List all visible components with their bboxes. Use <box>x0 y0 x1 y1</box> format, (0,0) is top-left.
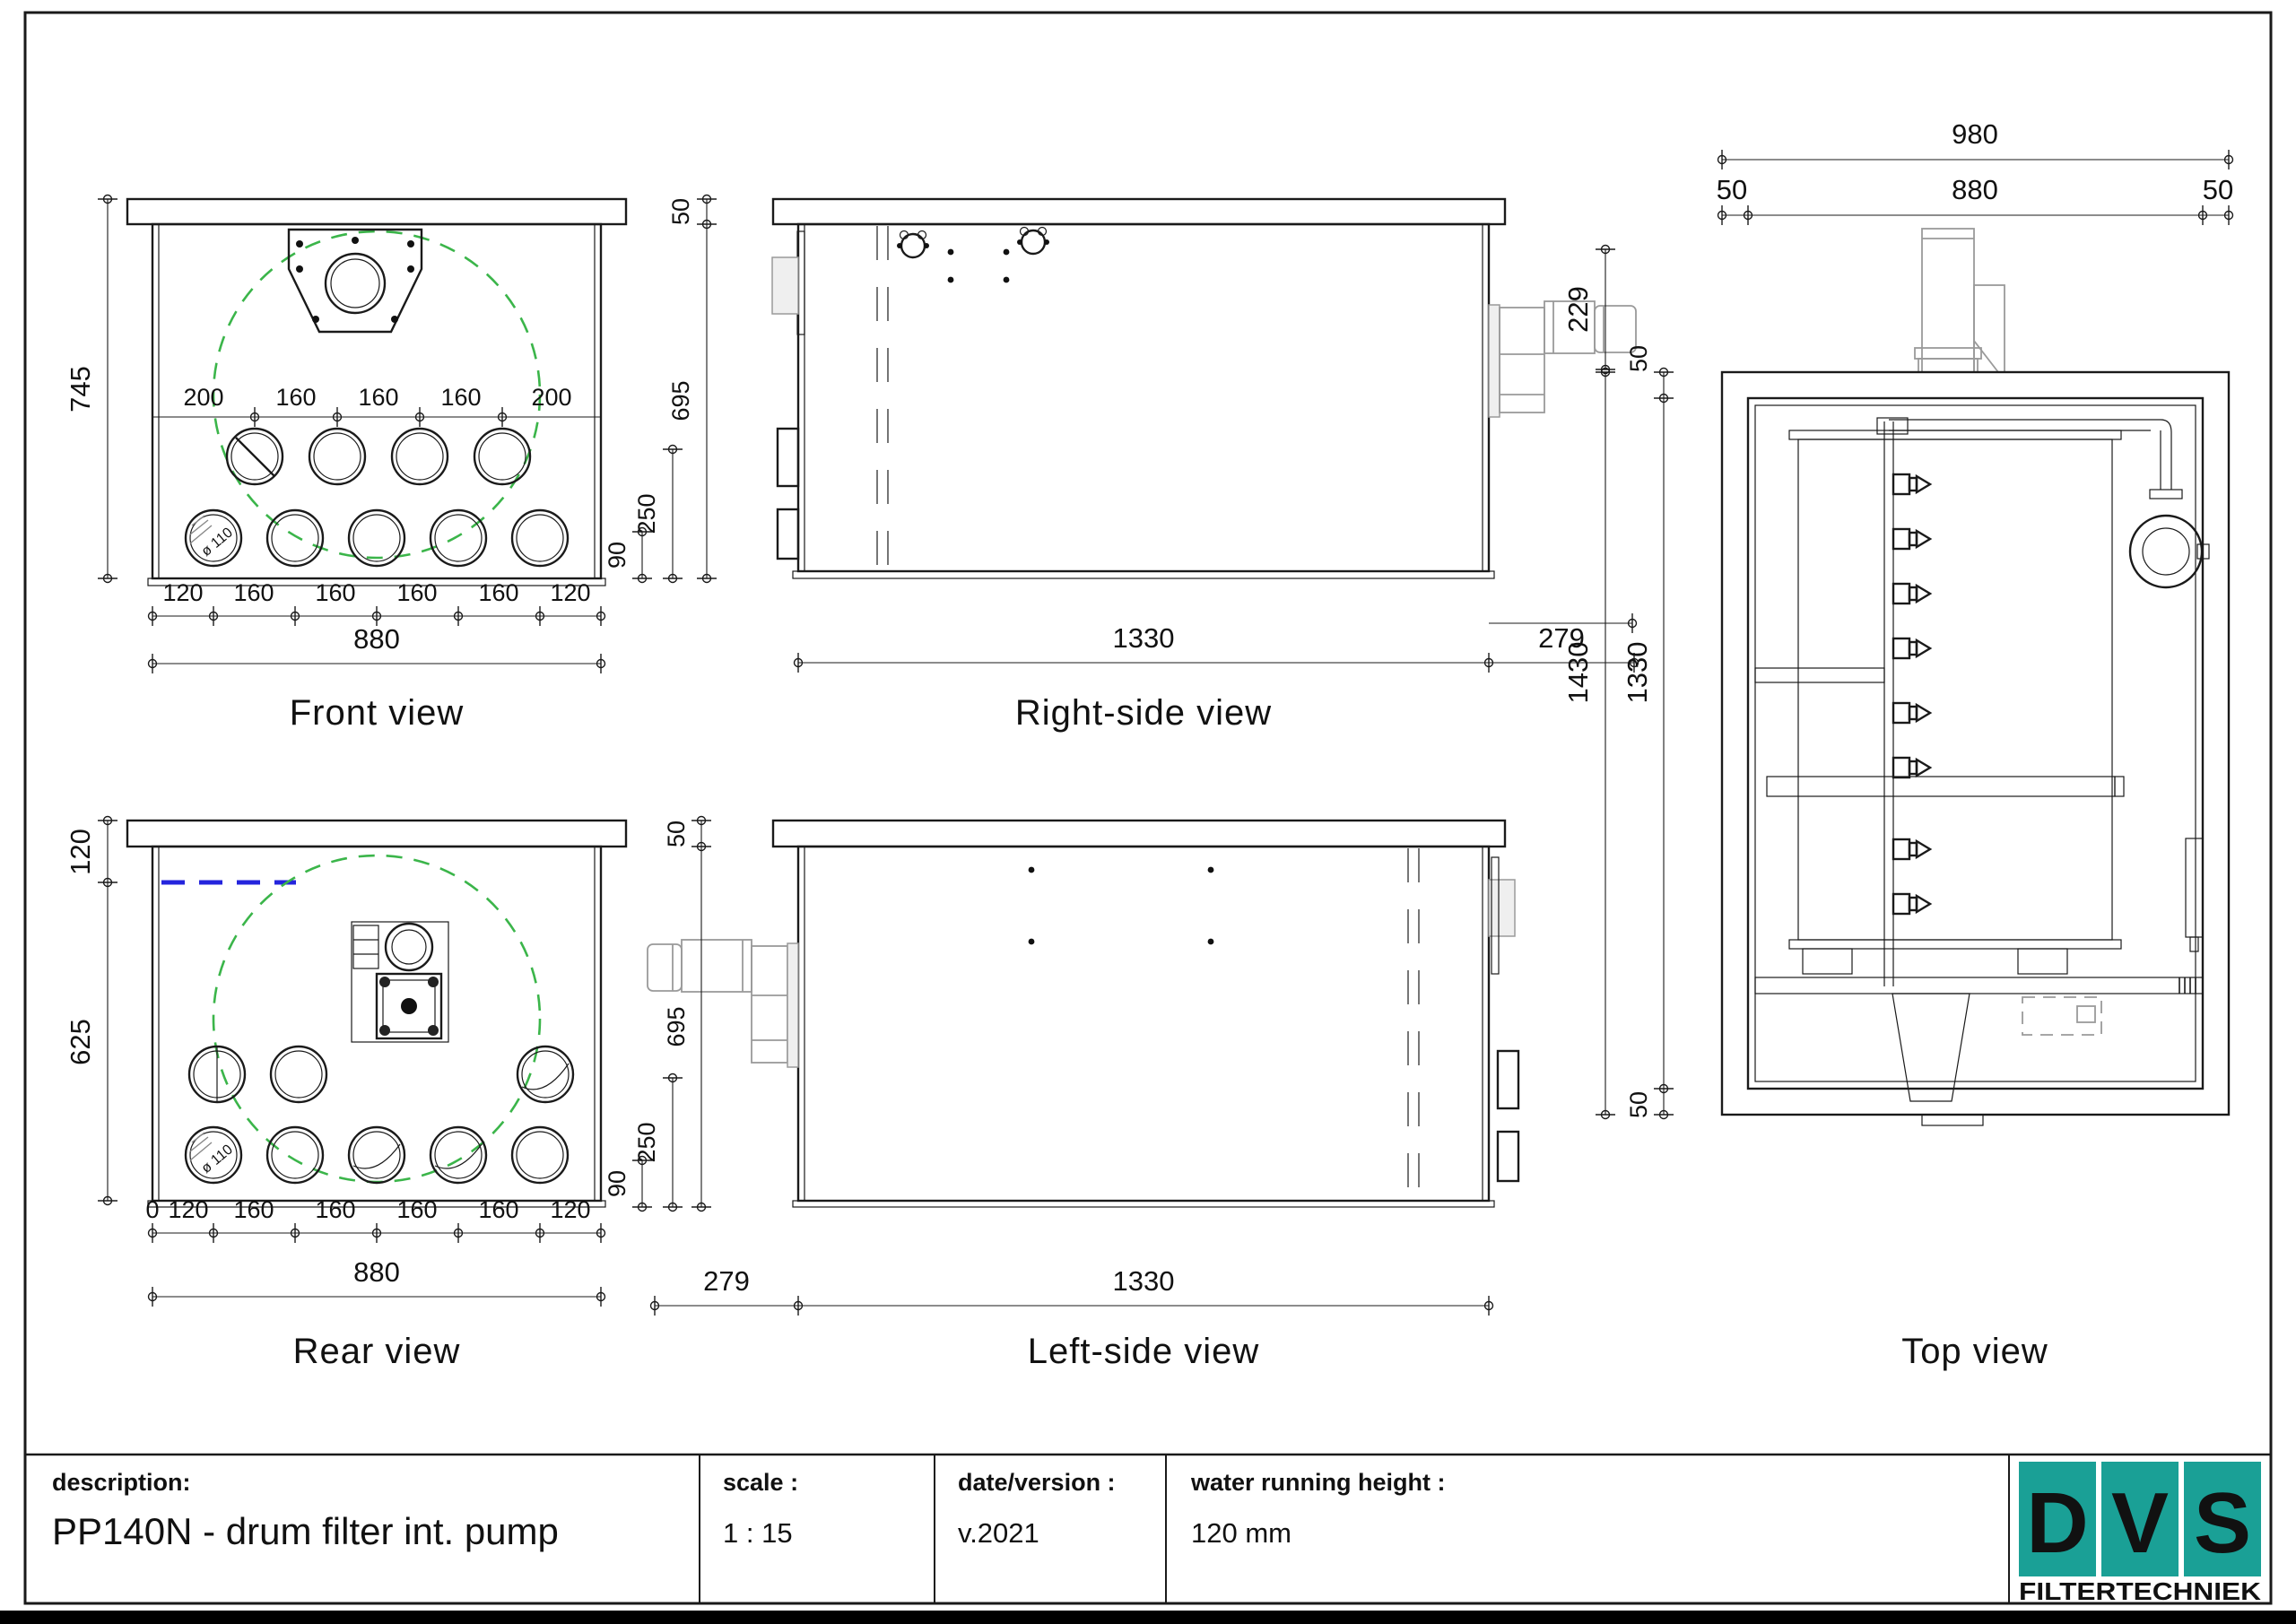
nozzle <box>1893 758 1930 777</box>
dim-label: 279 <box>1538 622 1585 654</box>
dim-label: 160 <box>478 579 519 606</box>
dim-label: 160 <box>478 1196 519 1223</box>
date-version-value: v.2021 <box>958 1517 1039 1549</box>
front-view <box>65 195 626 734</box>
dim-label: 120 <box>65 829 96 875</box>
dim-label: 160 <box>315 579 356 606</box>
nozzle <box>1893 529 1930 549</box>
dim-label: 745 <box>65 366 96 413</box>
dim-label: 695 <box>663 1006 690 1047</box>
dim-label: 279 <box>703 1265 750 1297</box>
dim-pump-height <box>1562 246 1615 374</box>
dim-label: 160 <box>233 579 274 606</box>
dim-label: 120 <box>550 579 591 606</box>
dim-label: 1330 <box>1112 622 1175 654</box>
dim-label: 120 <box>550 1196 591 1223</box>
dim-label: 625 <box>65 1019 96 1065</box>
left-dim-heights <box>604 817 711 1211</box>
front-view-title: Front view <box>289 693 465 733</box>
description-value: PP140N - drum filter int. pump <box>52 1510 559 1552</box>
socket <box>1489 880 1515 936</box>
right-side-view <box>604 195 1639 734</box>
dim-label: 980 <box>1952 118 1998 150</box>
front-dim-height <box>65 195 117 583</box>
top-dim-total-width <box>1718 118 2233 169</box>
dim-label: 50 <box>2202 174 2234 205</box>
dim-label: 90 <box>604 1169 631 1198</box>
dim-label: 50 <box>1625 344 1652 373</box>
scale-label: scale : <box>723 1469 799 1496</box>
dim-label: 880 <box>353 1256 400 1288</box>
dim-label: 90 <box>604 541 631 569</box>
front-dim-bottom-chain <box>149 579 605 626</box>
dim-label: 120 <box>162 579 204 606</box>
description-label: description: <box>52 1469 191 1496</box>
dim-label: 880 <box>1952 174 1998 205</box>
dim-label: 1330 <box>1112 1265 1175 1297</box>
dim-label: 160 <box>396 1196 438 1223</box>
dim-label: 880 <box>353 623 400 655</box>
dvs-logo <box>2019 1462 2261 1605</box>
rear-holes-bottom <box>186 1127 568 1183</box>
rear-holes-top <box>189 1046 573 1102</box>
dim-label: 0 <box>145 1196 160 1223</box>
dim-label: 160 <box>315 1196 356 1223</box>
dim-label: 229 <box>1562 286 1594 333</box>
left-view-title: Left-side view <box>1027 1332 1260 1371</box>
dim-label: 50 <box>1716 174 1748 205</box>
water-height-value: 120 mm <box>1191 1517 1292 1549</box>
nozzle <box>1893 703 1930 723</box>
socket <box>1498 1132 1518 1181</box>
manifold-pipe <box>1889 420 2209 587</box>
left-dim-length <box>651 1265 1493 1316</box>
drive-motor <box>352 922 448 1042</box>
water-height-label: water running height : <box>1191 1469 1446 1496</box>
pump-left-side <box>648 940 798 1067</box>
front-holes-top <box>227 429 530 484</box>
dim-label: 1430 <box>1562 641 1594 704</box>
rear-view <box>65 817 626 1372</box>
top-dim-lengths <box>1489 345 1674 1119</box>
dim-label: 160 <box>358 384 399 411</box>
nozzle <box>1893 584 1930 604</box>
dim-label: 250 <box>633 493 660 534</box>
nozzle <box>1893 638 1930 658</box>
spray-bar <box>1877 418 1930 986</box>
rear-dim-width <box>149 1256 605 1307</box>
nozzle <box>1893 894 1930 914</box>
dim-label: 200 <box>531 384 572 411</box>
dim-label: 695 <box>667 380 694 421</box>
right-view-title: Right-side view <box>1014 693 1273 733</box>
front-dim-top-chain <box>152 384 601 427</box>
dim-label: 160 <box>275 384 317 411</box>
logo-letter-s: S <box>2193 1475 2252 1571</box>
nozzle <box>1893 474 1930 494</box>
dim-label: 50 <box>1625 1090 1652 1119</box>
top-motor <box>1915 229 2005 372</box>
front-hole-diameter-label: ø 110 <box>198 525 236 560</box>
dim-label: 160 <box>440 384 482 411</box>
lid-clamps <box>897 228 1049 258</box>
rear-dim-bottom-chain <box>145 1196 604 1243</box>
top-view-title: Top view <box>1901 1332 2048 1371</box>
top-dim-width-chain <box>1717 174 2233 225</box>
left-side-view <box>604 817 1518 1372</box>
bottom-bar <box>0 1611 2296 1624</box>
top-drum <box>1767 430 2124 949</box>
top-supports <box>1755 668 2203 1101</box>
logo-letter-d: D <box>2026 1475 2089 1571</box>
logo-subtitle: FILTERTECHNIEK <box>2019 1577 2261 1605</box>
outlet-plate-front <box>289 230 422 332</box>
right-dim-length <box>795 622 1639 673</box>
date-version-label: date/version : <box>958 1469 1116 1496</box>
dim-label: 50 <box>663 820 690 848</box>
socket <box>778 429 798 486</box>
right-dim-heights <box>604 195 717 583</box>
dim-label: 160 <box>233 1196 274 1223</box>
socket <box>778 509 798 559</box>
socket <box>772 257 798 314</box>
dim-label: 160 <box>396 579 438 606</box>
socket <box>1498 1051 1518 1108</box>
title-block <box>25 1455 2271 1605</box>
nozzle <box>1893 839 1930 859</box>
scale-value: 1 : 15 <box>723 1517 793 1549</box>
dim-label: 250 <box>633 1122 660 1163</box>
dim-label: 1330 <box>1622 641 1653 704</box>
dim-label: 120 <box>168 1196 209 1223</box>
rear-hole-diameter-label: ø 110 <box>198 1142 236 1177</box>
dim-label: 200 <box>183 384 224 411</box>
front-dim-width <box>149 623 605 673</box>
rear-dim-heights <box>65 817 117 1205</box>
dim-label: 50 <box>667 197 694 226</box>
logo-letter-v: V <box>2110 1475 2170 1571</box>
rear-view-title: Rear view <box>292 1332 461 1371</box>
